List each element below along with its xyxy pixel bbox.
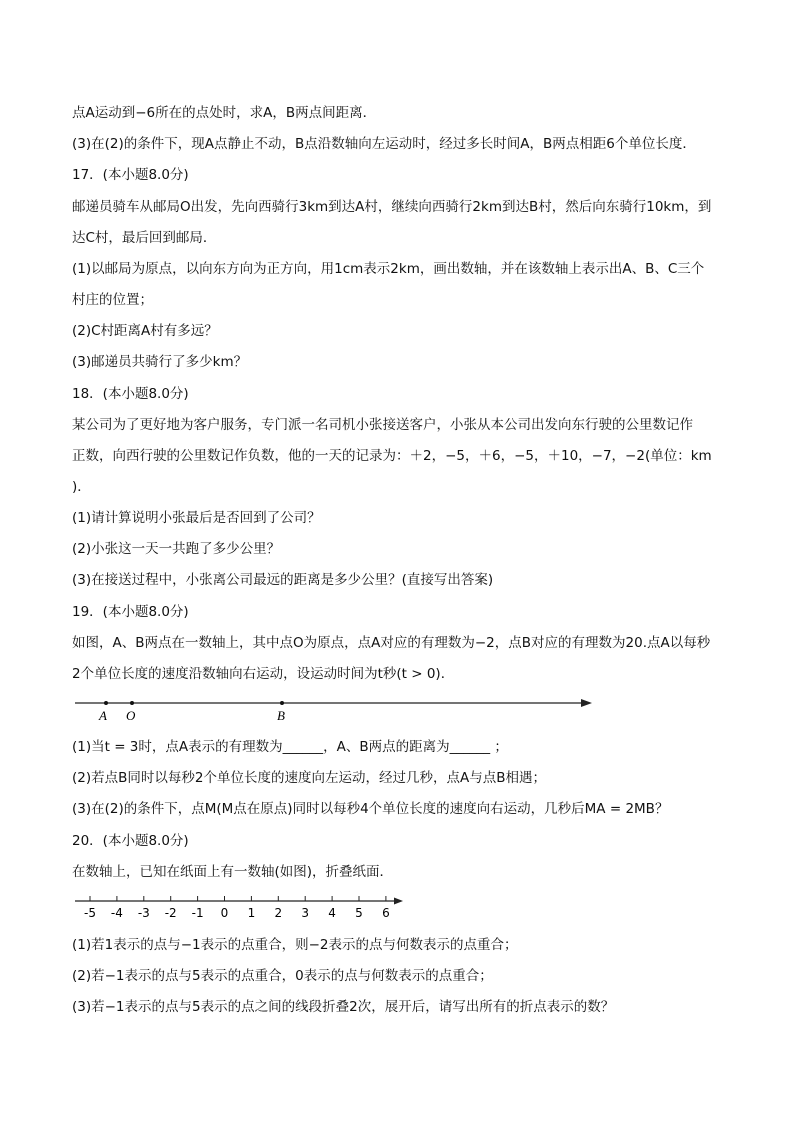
text-line: 如图，A、B两点在一数轴上，其中点O为原点，点A对应的有理数为−2，点B对应的有理数为20.点A以每秒 (72, 635, 711, 651)
tick-label: 2 (274, 906, 283, 920)
text-line: (1)当t = 3时，点A表示的有理数为______，A、B两点的距离为______ ； (72, 739, 508, 755)
text-line: 达C村，最后回到邮局． (72, 230, 217, 246)
point-a-label: A (99, 708, 107, 723)
tick-label: 6 (382, 906, 390, 920)
point-o-label: O (126, 708, 136, 723)
text-line: 点A运动到−6所在的点处时，求A，B两点间距离． (72, 105, 377, 121)
question-header-20: 20．(本小题8.0分) (72, 833, 189, 849)
question-header-19: 19．(本小题8.0分) (72, 604, 189, 620)
tick-label: 5 (355, 906, 363, 920)
text-line: )． (72, 479, 91, 495)
tick-label: -5 (84, 906, 96, 920)
point-b-dot (280, 701, 284, 705)
text-line: 正数，向西行驶的公里数记作负数，他的一天的记录为：＋2，−5，＋6，−5，＋10，−7，−2(单位：km (72, 448, 712, 464)
tick-label: -4 (110, 906, 123, 920)
text-line: 2个单位长度的速度沿数轴向右运动，设运动时间为t秒(t > 0)． (72, 666, 455, 682)
text-line: 邮递员骑车从邮局O出发，先向西骑行3km到达A村，继续向西骑行2km到达B村，然后向东骑行10km，到 (72, 199, 712, 215)
tick-label: 3 (301, 906, 310, 920)
text-line: (2)若−1表示的点与5表示的点重合，0表示的点与何数表示的点重合； (72, 968, 493, 984)
text-line: (2)若点B同时以每秒2个单位长度的速度向左运动，经过几秒，点A与点B相遇； (72, 770, 546, 786)
text-line: (1)以邮局为原点，以向东方向为正方向，用1cm表示2km，画出数轴，并在该数轴上表示出A、B、C三个 (72, 261, 705, 277)
tick-label: -3 (137, 906, 150, 920)
text-line: (3)邮递员共骑行了多少km？ (72, 354, 248, 370)
text-line: (3)在(2)的条件下，现A点静止不动，B点沿数轴向左运动时，经过多长时间A，B两点相距6个单位长度． (72, 136, 696, 152)
text-line: 某公司为了更好地为客户服务，专门派一名司机小张接送客户，小张从本公司出发向东行驶的公里数记作 (72, 417, 693, 433)
tick-label: 1 (247, 906, 256, 920)
text-line: (2)小张这一天一共跑了多少公里？ (72, 541, 281, 557)
question-header-17: 17．(本小题8.0分) (72, 167, 189, 183)
text-line: 村庄的位置； (72, 292, 153, 308)
tick-label: -1 (191, 906, 204, 920)
point-o-dot (130, 701, 134, 705)
point-a-dot (104, 701, 108, 705)
text-line: (3)在接送过程中，小张离公司最远的距离是多少公里？(直接写出答案) (72, 572, 494, 588)
text-line: (1)若1表示的点与−1表示的点重合，则−2表示的点与何数表示的点重合； (72, 937, 518, 953)
text-line: (3)若−1表示的点与5表示的点之间的线段折叠2次，展开后，请写出所有的折点表示的数？ (72, 999, 615, 1015)
tick-label: 0 (220, 906, 229, 920)
text-line: (1)请计算说明小张最后是否回到了公司？ (72, 510, 321, 526)
point-b-label: B (277, 708, 285, 723)
text-line: 在数轴上，已知在纸面上有一数轴(如图)，折叠纸面． (72, 864, 394, 880)
question-header-18: 18．(本小题8.0分) (72, 386, 189, 402)
tick-label: 4 (328, 906, 336, 920)
tick-label: -2 (164, 906, 177, 920)
text-line: (3)在(2)的条件下，点M(M点在原点)同时以每秒4个单位长度的速度向右运动，几秒后MA = 2MB？ (72, 801, 669, 817)
text-line: (2)C村距离A村有多远？ (72, 323, 218, 339)
